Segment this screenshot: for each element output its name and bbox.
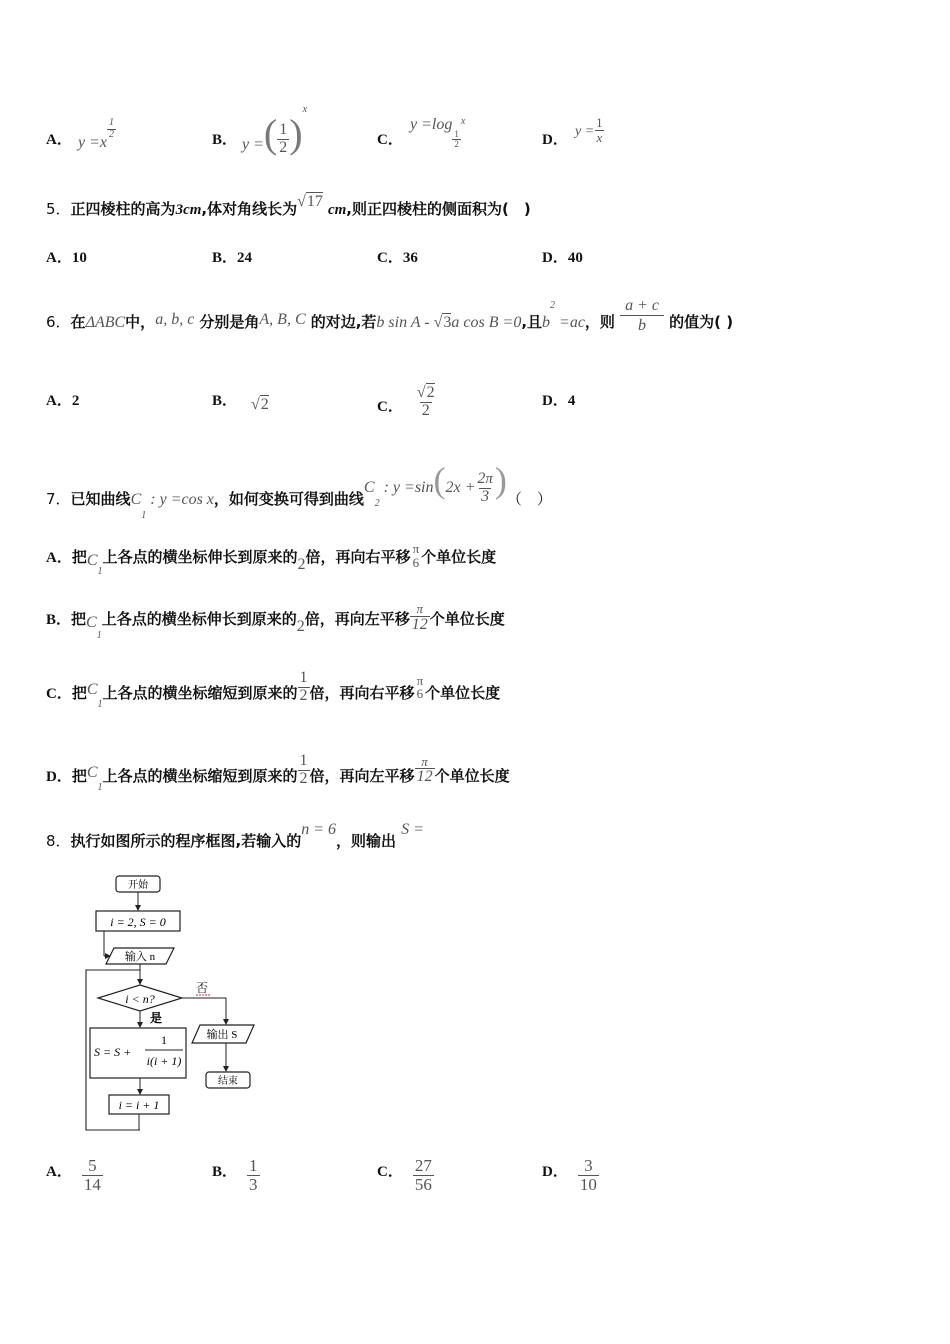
q5-option-a-label: A． [46, 250, 72, 266]
flowchart-init-text: i = 2, S = 0 [110, 915, 166, 929]
q8-number: 8． [46, 832, 71, 850]
q6-angles: A, B, C [259, 310, 306, 328]
q7-option-d-t2: 上各点的横坐标缩短到原来的 [102, 766, 298, 785]
q7-c1-formula: C1 : y =cos x [130, 491, 214, 521]
q6-option-c-label: C． [377, 398, 403, 415]
q4-option-c-label: C． [377, 132, 403, 148]
q6-option-d [542, 389, 575, 410]
q8-text-1: 执行如图所示的程序框图,若输入的 [70, 832, 302, 850]
q7-option-b-t4: 个单位长度 [429, 610, 505, 629]
q7-option-a-t1: 把 [71, 548, 87, 567]
q7-option-b-label: B． [46, 612, 72, 629]
flowchart-no-label: 否 [196, 981, 209, 995]
q4-option-d [542, 128, 568, 149]
q7-stem [46, 460, 552, 521]
q7-option-d-label: D． [46, 768, 72, 785]
q6-option-a-value: 2 [71, 393, 80, 409]
flowchart-frac-num: 1 [161, 1033, 167, 1047]
q5-text-1: 正四棱柱的高为 [70, 200, 176, 218]
q6-b-squared: $b^2 =ac$ [542, 300, 585, 331]
q8-option-c-label: C． [377, 1163, 403, 1180]
q7-option-b-t3: 倍，再向左平移 [304, 610, 410, 629]
q8-flowchart [82, 872, 262, 1134]
q6-text-1: 在 [70, 312, 86, 331]
q6-triangle: ΔABC [85, 313, 126, 331]
q7-option-d-t1: 把 [71, 766, 87, 785]
q8-option-b-den: 3 [249, 1174, 258, 1194]
q7-option-c-t1: 把 [71, 683, 87, 702]
flowchart-output-text: 输出 S [206, 1029, 238, 1041]
q4-option-a [46, 128, 72, 149]
q7-option-d-t4: 个单位长度 [434, 766, 510, 785]
q8-option-b-num: 1 [249, 1156, 258, 1175]
q6-option-b: B． √2 [212, 393, 269, 413]
flowchart-start-text: 开始 [128, 880, 148, 891]
q5-number: 5． [46, 200, 71, 218]
q5-option-b [212, 246, 252, 267]
q4-option-d-formula: y = $\frac{1}{x}$ [575, 115, 603, 145]
q8-text-2: ，则输出 [336, 832, 397, 850]
flowchart-update-text: S = S + [94, 1045, 132, 1059]
q8-option-d [542, 1157, 599, 1194]
q4-option-c-formula: y =log $\frac{1}{2}$ $^x$ [410, 116, 466, 150]
q7-option-c-t3: 倍，再向右平移 [309, 683, 415, 702]
q5-height: 3cm [175, 202, 202, 218]
q8-option-a [46, 1157, 103, 1194]
q5-option-b-label: B． [212, 250, 238, 266]
q7-option-b-factor: 2 [296, 618, 305, 636]
q5-text-3: ,则正四棱柱的侧面积为( ) [346, 200, 531, 218]
q5-option-a [46, 246, 87, 267]
q6-text-2: 中， [125, 312, 156, 331]
q7-number: 7． [46, 490, 71, 508]
q4-option-b-formula: y =( $\frac{1}{2}$ )$^x$ [242, 104, 308, 156]
flowchart-incr-text: i = i + 1 [118, 1098, 160, 1112]
q6-option-d-label: D． [542, 393, 568, 409]
q7-option-d: D．把C1上各点的横坐标缩短到原来的 $\frac{1}{2}$ 倍，再向左平移 $\frac{\pi}{12}$ 个单位长度 [46, 752, 510, 793]
q6-option-c: C． $\frac{√2}{2}$ [377, 384, 435, 419]
q6-stem [46, 297, 734, 341]
q5-text-2: ,体对角线长为 [201, 200, 298, 218]
flowchart-condition-text: i < n? [125, 992, 155, 1006]
q7-option-d-t3: 倍，再向左平移 [309, 766, 415, 785]
q7-c2-formula: C2 : y =sin(2x + $\frac{2\pi}{3}$ ) [363, 460, 507, 509]
q4-option-a-label: A． [46, 132, 72, 148]
q7-option-a-t4: 个单位长度 [421, 548, 497, 567]
q7-option-a-factor: 2 [297, 556, 306, 574]
q7-option-b-t2: 上各点的横坐标伸长到原来的 [101, 610, 297, 629]
q6-text-4: 的对边,若 [310, 312, 377, 331]
q7-option-b: B．把C1上各点的横坐标伸长到原来的2倍，再向左平移 $\frac{\pi}{12}$ 个单位长度 [46, 601, 505, 642]
flowchart-input-text: 输入 n [124, 951, 156, 963]
q5-diagonal: 17 [306, 193, 323, 210]
q6-text-5: ,且 [521, 312, 543, 331]
q5-option-c-value: 36 [402, 250, 418, 266]
flowchart-yes-label: 是 [150, 1011, 163, 1025]
q8-n-value: n = 6 [301, 821, 337, 838]
q8-option-b [212, 1157, 260, 1194]
q8-option-a-num: 5 [88, 1156, 97, 1175]
q7-option-a-t3: 倍，再向右平移 [305, 548, 411, 567]
q5-option-d-label: D． [542, 250, 568, 266]
q8-option-d-label: D． [542, 1163, 568, 1180]
q6-sides: a, b, c [155, 310, 195, 328]
q5-option-d [542, 246, 583, 267]
q7-text-1: 已知曲线 [70, 490, 131, 508]
q7-option-a: A．把C1上各点的横坐标伸长到原来的2倍，再向右平移 π 6 个单位长度 [46, 541, 497, 578]
q4-option-c [377, 128, 403, 149]
q5-option-c [377, 246, 418, 267]
q8-s-output: S = [401, 821, 424, 838]
q8-option-b-label: B． [212, 1163, 238, 1180]
q8-stem [46, 821, 424, 851]
q6-text-3: 分别是角 [199, 312, 260, 331]
q8-option-c-den: 56 [414, 1174, 432, 1194]
q6-text-7: 的值为( ) [669, 312, 734, 331]
q7-option-a-label: A． [46, 550, 72, 567]
flowchart-frac-den: i(i + 1) [146, 1054, 182, 1068]
q6-option-a-label: A． [46, 393, 72, 409]
q5-option-b-value: 24 [237, 250, 253, 266]
q6-option-b-label: B． [212, 393, 238, 409]
q8-option-d-num: 3 [584, 1156, 593, 1175]
q6-condition-formula: b sin A - √3a cos B =0 [376, 313, 522, 331]
q5-stem: 5．正四棱柱的高为3cm,体对角线长为√17 cm,则正四棱柱的侧面积为( ) [46, 193, 531, 218]
q7-text-2: ，如何变换可得到曲线 [213, 490, 364, 508]
q4-option-b [212, 128, 237, 149]
flowchart-end-text: 结束 [218, 1076, 238, 1087]
q4-option-d-label: D． [542, 132, 568, 148]
q6-text-6: ，则 [584, 312, 615, 331]
q6-ratio-fraction: $\frac{a + c}{b}$ [620, 298, 664, 335]
q5-unit: cm [327, 202, 347, 218]
q6-option-a [46, 389, 79, 410]
q5-option-c-label: C． [377, 250, 403, 266]
q7-option-b-t1: 把 [71, 610, 87, 629]
q7-text-3: （ ） [506, 490, 552, 508]
q7-option-c-label: C． [46, 685, 72, 702]
q8-option-d-den: 10 [579, 1174, 597, 1194]
q8-option-c [377, 1157, 434, 1194]
q5-option-a-value: 10 [71, 250, 87, 266]
q8-option-a-den: 14 [83, 1174, 101, 1194]
q7-option-c-t2: 上各点的横坐标缩短到原来的 [102, 683, 298, 702]
q5-option-d-value: 40 [567, 250, 583, 266]
q4-option-a-formula: y =x $\frac{1}{2}$ [78, 117, 114, 151]
q7-option-a-t2: 上各点的横坐标伸长到原来的 [102, 548, 298, 567]
q4-option-b-label: B． [212, 132, 238, 148]
q6-number: 6． [46, 312, 71, 331]
q7-option-c: C．把C1上各点的横坐标缩短到原来的 $\frac{1}{2}$ 倍，再向右平移 π 6 个单位长度 [46, 669, 501, 710]
q8-option-a-label: A． [46, 1163, 72, 1180]
q6-option-d-value: 4 [567, 393, 576, 409]
q8-option-c-num: 27 [414, 1156, 432, 1175]
q7-option-c-t4: 个单位长度 [425, 683, 501, 702]
